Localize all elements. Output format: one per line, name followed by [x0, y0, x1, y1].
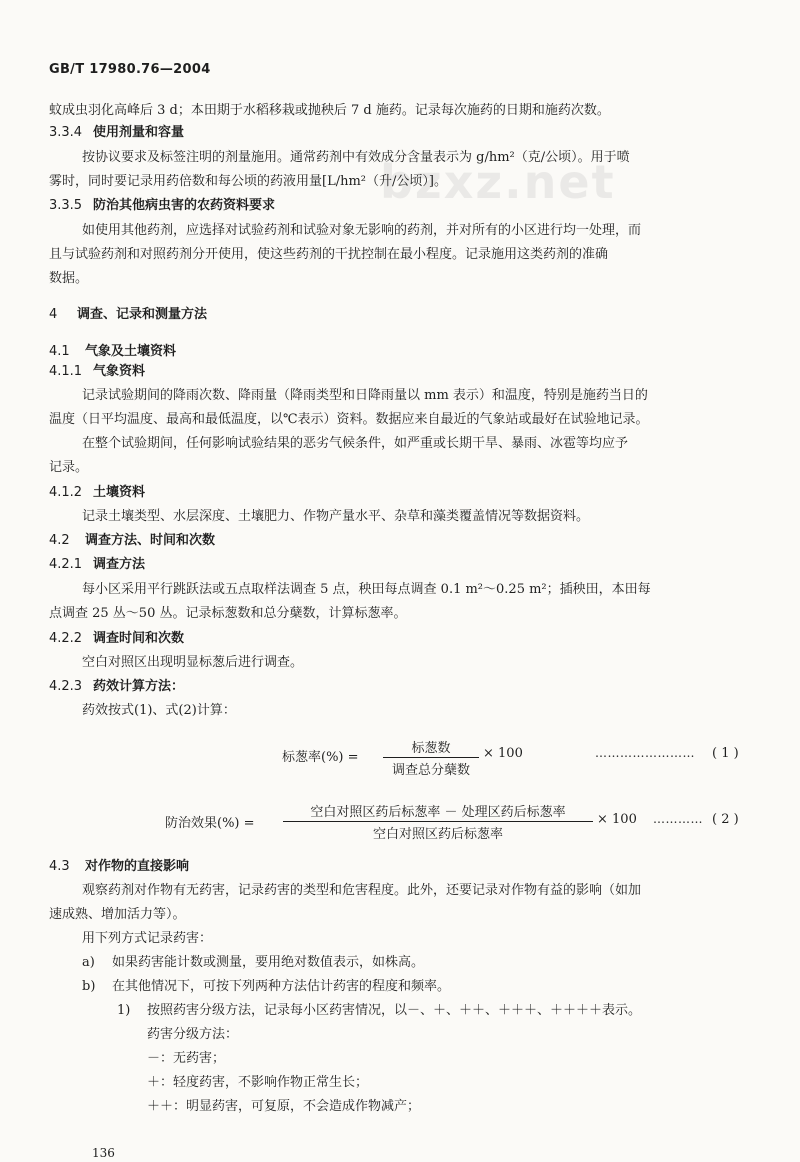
section-number: 3.3.5 — [49, 198, 83, 213]
section-heading — [49, 123, 184, 143]
text-line: 按协议要求及标签注明的剂量施用。通常药剂中有效成分含量表示为 g/hm²（克/公顷）。用于喷 — [82, 150, 630, 165]
formula-1-number: ( 1 ) — [712, 746, 739, 761]
list-marker: 1) — [117, 1003, 131, 1018]
section-title: 对作物的直接影响 — [85, 859, 190, 874]
section-heading — [49, 483, 145, 503]
section-heading — [49, 196, 275, 216]
formula-1-lhs: 标葱率(%) = — [282, 750, 359, 765]
formula-1-fraction — [383, 737, 479, 778]
list-item-b — [82, 977, 450, 997]
formula-2-multiplier: × 100 — [597, 812, 637, 827]
text-line: 空白对照区出现明显标葱后进行调查。 — [82, 655, 304, 670]
section-title: 使用剂量和容量 — [93, 125, 185, 140]
text-line: 药害分级方法： — [147, 1027, 239, 1042]
section-heading — [49, 857, 189, 877]
section-heading — [49, 677, 184, 697]
formula-2-denominator: 空白对照区药后标葱率 — [372, 827, 503, 842]
section-number: 3.3.4 — [49, 125, 83, 140]
text-line: 如使用其他药剂，应选择对试验药剂和试验对象无影响的药剂，并对所有的小区进行均一处理，而 — [82, 223, 642, 238]
grade-line: －：无药害； — [147, 1051, 226, 1066]
text-line: 记录试验期间的降雨次数、降雨量（降雨类型和日降雨量以 mm 表示）和温度，特别是施药当日的 — [82, 388, 648, 403]
section-title: 调查时间和次数 — [93, 631, 185, 646]
section-number: 4.3 — [49, 859, 70, 874]
formula-1-leader-dots: …………………… — [595, 746, 695, 760]
section-title: 药效计算方法： — [93, 679, 185, 694]
formula-1-denominator: 调查总分蘖数 — [391, 763, 470, 778]
text-line: 观察药剂对作物有无药害，记录药害的类型和危害程度。此外，还要记录对作物有益的影响（如加 — [82, 883, 642, 898]
list-marker: b) — [82, 979, 96, 994]
page-number: 136 — [92, 1146, 115, 1160]
section-title: 调查方法、时间和次数 — [85, 533, 216, 548]
standard-number: GB/T 17980.76—2004 — [49, 62, 211, 77]
list-item-text: 如果药害能计数或测量，要用绝对数值表示，如株高。 — [112, 955, 425, 970]
section-title: 气象及土壤资料 — [85, 344, 177, 359]
section-title: 调查方法 — [93, 557, 146, 572]
section-number: 4 — [49, 307, 58, 322]
text-line: 用下列方式记录药害： — [82, 931, 213, 946]
text-line: 雾时，同时要记录用药倍数和每公顷的药液用量[L/hm²（升/公顷）]。 — [49, 174, 447, 189]
text-line: 每小区采用平行跳跃法或五点取样法调查 5 点，秧田每点调查 0.1 m²～0.25 m²；插秧田，本田每 — [82, 582, 651, 597]
section-title: 气象资料 — [93, 364, 146, 379]
grade-line: ＋＋：明显药害，可复原，不会造成作物减产； — [147, 1099, 421, 1114]
list-item-1 — [117, 1001, 641, 1021]
section-number: 4.2 — [49, 533, 70, 548]
formula-1-multiplier: × 100 — [483, 746, 523, 761]
section-title: 调查、记录和测量方法 — [77, 307, 208, 322]
formula-2-fraction — [283, 801, 593, 842]
text-line: 速成熟、增加活力等）。 — [49, 907, 186, 922]
formula-2-leader-dots: ………… — [653, 812, 703, 826]
section-heading — [49, 629, 184, 649]
text-line: 记录土壤类型、水层深度、土壤肥力、作物产量水平、杂草和藻类覆盖情况等数据资料。 — [82, 509, 590, 524]
section-number: 4.1.1 — [49, 364, 83, 379]
text-line: 蚊成虫羽化高峰后 3 d；本田期于水稻移栽或抛秧后 7 d 施药。记录每次施药的日期和施药次数。 — [49, 103, 610, 118]
text-line: 在整个试验期间，任何影响试验结果的恶劣气候条件，如严重或长期干旱、暴雨、冰雹等均应予 — [82, 436, 629, 451]
section-heading — [49, 555, 145, 575]
list-item-text: 按照药害分级方法，记录每小区药害情况，以－、＋、＋＋、＋＋＋、＋＋＋＋表示。 — [147, 1003, 642, 1018]
section-number: 4.1.2 — [49, 485, 83, 500]
section-heading — [49, 531, 215, 551]
section-number: 4.1 — [49, 344, 70, 359]
list-marker: a) — [82, 955, 95, 970]
formula-2-numerator: 空白对照区药后标葱率 － 处理区药后标葱率 — [283, 801, 593, 822]
section-number: 4.2.1 — [49, 557, 83, 572]
section-number: 4.2.2 — [49, 631, 83, 646]
grade-line: ＋：轻度药害，不影响作物正常生长； — [147, 1075, 369, 1090]
section-heading — [49, 342, 176, 362]
section-number: 4.2.3 — [49, 679, 83, 694]
list-item-a — [82, 953, 424, 973]
text-line: 且与试验药剂和对照药剂分开使用，使这些药剂的干扰控制在最小程度。记录施用这类药剂的准确 — [49, 247, 609, 262]
text-line: 药效按式(1)、式(2)计算： — [82, 703, 236, 718]
text-line: 温度（日平均温度、最高和最低温度，以℃表示）资料。数据应来自最近的气象站或最好在试验地记录。 — [49, 412, 649, 427]
formula-2-number: ( 2 ) — [712, 812, 739, 827]
watermark: bzxz.net — [380, 155, 616, 209]
list-item-text: 在其他情况下，可按下列两种方法估计药害的程度和频率。 — [112, 979, 451, 994]
section-title: 防治其他病虫害的农药资料要求 — [93, 198, 276, 213]
section-heading — [49, 362, 145, 382]
section-title: 土壤资料 — [93, 485, 146, 500]
text-line: 记录。 — [49, 460, 89, 475]
text-line: 点调查 25 丛～50 丛。记录标葱数和总分蘖数，计算标葱率。 — [49, 606, 407, 621]
text-line: 数据。 — [49, 271, 89, 286]
section-heading — [49, 305, 207, 325]
formula-2-lhs: 防治效果(%) = — [165, 816, 255, 831]
formula-1-numerator: 标葱数 — [383, 737, 479, 758]
